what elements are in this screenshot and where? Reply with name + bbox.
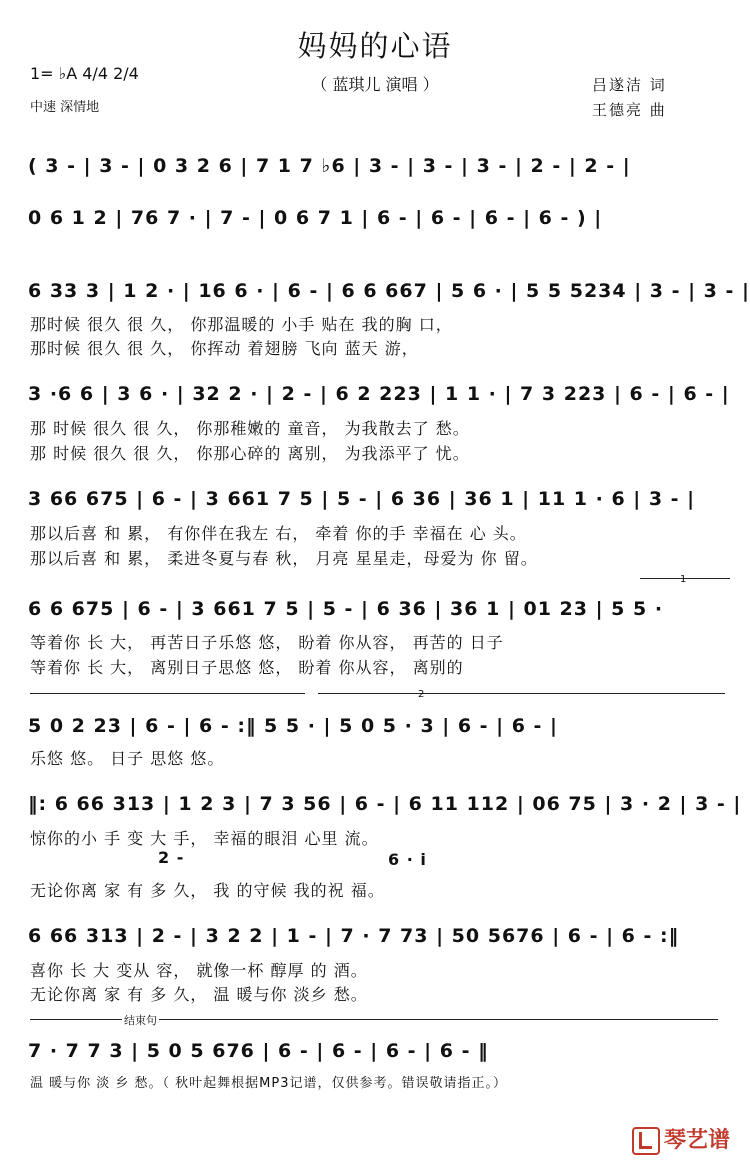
logo-icon	[632, 1127, 660, 1155]
lyric-line-8a: 惊你的小 手 变 大 手， 幸福的眼泪 心里 流。	[30, 829, 379, 848]
score-line-4: 3 ·6 6 | 3 6 · | 32 2 · | 2 - | 6 2 223 | 1 1 · | 7 3 223 | 6 - | 6 - |	[28, 383, 730, 405]
lyric-line-9a: 喜你 长 大 变从 容， 就像一杯 醇厚 的 酒。	[30, 961, 368, 980]
lyric-line-4a: 那 时候 很久 很 久， 你那稚嫩的 童音， 为我散去了 愁。	[30, 419, 470, 438]
score-line-9: 6 66 313 | 2 - | 3 2 2 | 1 - | 7 · 7 73 | 50 5676 | 6 - | 6 - :‖	[28, 925, 680, 947]
lyric-line-9b: 无论你离 家 有 多 久， 温 暖与你 淡乡 愁。	[30, 985, 368, 1004]
score-line-5: 3 66 675 | 6 - | 3 661 7 5 | 5 - | 6 36 | 36 1 | 11 1 · 6 | 3 - |	[28, 488, 696, 510]
alt-notes-b: 6 · i	[388, 850, 427, 869]
score-line-10: 7 · 7 7 3 | 5 0 5 676 | 6 - | 6 - | 6 - | 6 - ‖	[28, 1040, 489, 1062]
score-line-7: 5 0 2 23 | 6 - | 6 - :‖ 5 5 · | 5 0 5 · 3 | 6 - | 6 - |	[28, 715, 558, 737]
lyric-line-8b: 无论你离 家 有 多 久， 我 的守候 我的祝 福。	[30, 881, 385, 900]
volta-1-number: 1	[680, 574, 687, 585]
lyric-line-3b: 那时候 很久 很 久， 你挥动 着翅膀 飞向 蓝天 游，	[30, 339, 419, 358]
alt-notes-a: 2 -	[158, 848, 185, 867]
score-line-3: 6 33 3 | 1 2 · | 16 6 · | 6 - | 6 6 667 | 5 6 · | 5 5 5234 | 3 - | 3 - |	[28, 280, 750, 302]
composer-credit: 王德亮 曲	[592, 101, 667, 119]
lyric-line-10: 温 暖与你 淡 乡 愁。（ 秋叶起舞根据MP3记谱，仅供参考。错误敬请指正。）	[30, 1076, 507, 1091]
key-signature: 1= ♭A 4/4 2/4	[30, 64, 139, 83]
score-line-6: 6 6 675 | 6 - | 3 661 7 5 | 5 - | 6 36 | 36 1 | 01 23 | 5 5 ·	[28, 598, 664, 620]
lyricist-credit: 吕遂洁 词	[592, 76, 667, 94]
logo-text: 琴艺谱	[663, 1128, 730, 1153]
lyric-line-6b: 等着你 长 大， 离别日子思悠 悠， 盼着 你从容， 离别的	[30, 658, 464, 677]
site-logo	[632, 1123, 730, 1155]
lyric-line-3a: 那时候 很久 很 久， 你那温暖的 小手 贴在 我的胸 口，	[30, 315, 453, 334]
volta-2-bracket	[318, 693, 725, 694]
lyric-line-4b: 那 时候 很久 很 久， 你那心碎的 离别， 为我添平了 忧。	[30, 444, 470, 463]
volta-2-number: 2	[418, 689, 425, 700]
score-line-8: ‖: 6 66 313 | 1 2 3 | 7 3 56 | 6 - | 6 11 112 | 06 75 | 3 · 2 | 3 - |	[28, 793, 742, 815]
volta-1-continuation	[30, 693, 305, 694]
score-line-2: 0 6 1 2 | 76 7 · | 7 - | 0 6 7 1 | 6 - | 6 - | 6 - | 6 - ) |	[28, 207, 603, 229]
performer-subtitle: （ 蓝琪儿 演唱 ）	[311, 75, 439, 94]
tempo-marking: 中速 深情地	[30, 100, 100, 115]
lyric-line-5a: 那以后喜 和 累， 有你伴在我左 右， 牵着 你的手 幸福在 心 头。	[30, 524, 527, 543]
ending-label: 结束句	[124, 1014, 157, 1027]
song-title: 妈妈的心语	[297, 29, 453, 63]
lyric-line-6a: 等着你 长 大， 再苦日子乐悠 悠， 盼着 你从容， 再苦的 日子	[30, 633, 504, 652]
lyric-line-7: 乐悠 悠。 日子 思悠 悠。	[30, 749, 225, 768]
lyric-line-5b: 那以后喜 和 累， 柔进冬夏与春 秋， 月亮 星星走，母爱为 你 留。	[30, 549, 538, 568]
score-line-1: ( 3 - | 3 - | 0 3 2 6 | 7 1 7 ♭6 | 3 - | 3 - | 3 - | 2 - | 2 - |	[28, 155, 631, 177]
